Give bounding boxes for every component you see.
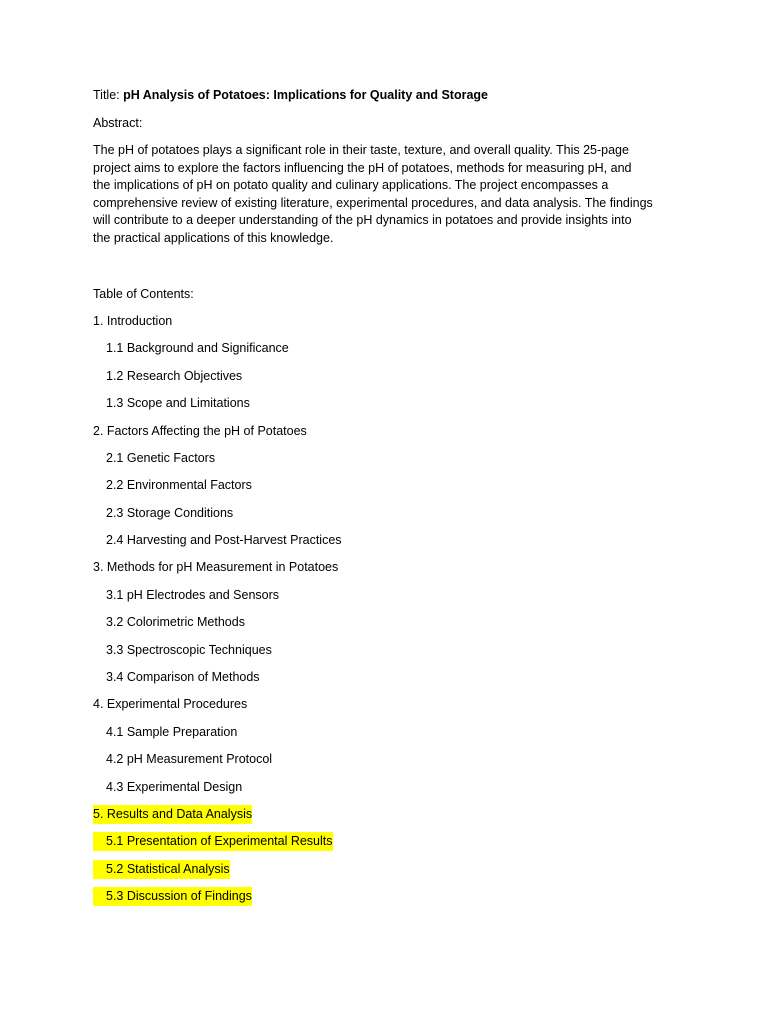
abstract-label: Abstract: [93, 116, 143, 130]
toc-subsection [93, 394, 683, 413]
toc-subsection [93, 367, 683, 386]
toc-subsection [93, 887, 683, 906]
toc-section [93, 312, 683, 331]
abstract-body [93, 142, 683, 248]
toc-section [93, 422, 683, 441]
toc-subsection [93, 339, 683, 358]
toc-heading: Table of Contents: [93, 286, 194, 301]
toc-item-text: 4.2 pH Measurement Protocol [106, 752, 273, 767]
abstract-line: project aims to explore the factors influencing the pH of potatoes, methods for measuring pH, and [93, 160, 632, 175]
title-prefix: Title: [93, 88, 124, 102]
toc-item-text: 2.1 Genetic Factors [106, 450, 216, 465]
toc-item-text: 3.3 Spectroscopic Techniques [106, 642, 272, 657]
toc-subsection [93, 449, 683, 468]
toc-item-text: 5. Results and Data Analysis [93, 805, 252, 824]
toc-subsection [93, 723, 683, 742]
toc-section [93, 805, 683, 824]
toc-item-text: 3. Methods for pH Measurement in Potatoes [93, 560, 339, 575]
toc-item-text: 1.3 Scope and Limitations [106, 396, 250, 411]
abstract-line: will contribute to a deeper understanding of the pH dynamics in potatoes and provide insights into [93, 213, 632, 228]
toc-item-text: 5.2 Statistical Analysis [93, 860, 230, 879]
document-page [93, 86, 683, 915]
toc-item-text: 3.1 pH Electrodes and Sensors [106, 587, 280, 602]
toc-item-text: 1. Introduction [93, 313, 173, 328]
toc-subsection [93, 476, 683, 495]
toc-item-text: 4. Experimental Procedures [93, 697, 248, 712]
toc-section [93, 695, 683, 714]
abstract-line: the practical applications of this knowledge. [93, 230, 334, 245]
toc-list [93, 312, 683, 906]
toc-item-text: 2.4 Harvesting and Post-Harvest Practices [106, 533, 342, 548]
toc-item-text: 2.2 Environmental Factors [106, 478, 252, 493]
toc-subsection [93, 750, 683, 769]
toc-item-text: 5.1 Presentation of Experimental Results [93, 832, 333, 851]
toc-item-text: 4.1 Sample Preparation [106, 724, 238, 739]
toc-subsection [93, 504, 683, 523]
toc-item-text: 1.1 Background and Significance [106, 341, 289, 356]
toc-section [93, 558, 683, 577]
toc-item-text: 2.3 Storage Conditions [106, 505, 234, 520]
toc-subsection [93, 641, 683, 660]
toc-subsection [93, 586, 683, 605]
toc-item-text: 3.4 Comparison of Methods [106, 670, 260, 685]
toc-subsection [93, 613, 683, 632]
toc-subsection [93, 531, 683, 550]
abstract-line: comprehensive review of existing literature, experimental procedures, and data analysis. The findings [93, 195, 653, 210]
toc-subsection [93, 668, 683, 687]
toc-item-text: 2. Factors Affecting the pH of Potatoes [93, 423, 307, 438]
toc-subsection [93, 860, 683, 879]
toc-item-text: 1.2 Research Objectives [106, 368, 243, 383]
document-title [93, 86, 683, 105]
toc-item-text: 4.3 Experimental Design [106, 779, 243, 794]
abstract-line: The pH of potatoes plays a significant role in their taste, texture, and overall quality. This 25-page [93, 143, 629, 157]
title-text: pH Analysis of Potatoes: Implications for Quality and Storage [123, 88, 488, 102]
toc-item-text: 5.3 Discussion of Findings [93, 887, 252, 906]
toc-item-text: 3.2 Colorimetric Methods [106, 615, 245, 630]
toc-subsection [93, 778, 683, 797]
abstract-line: the implications of pH on potato quality and culinary applications. The project encompasses a [93, 178, 609, 193]
toc-subsection [93, 832, 683, 851]
